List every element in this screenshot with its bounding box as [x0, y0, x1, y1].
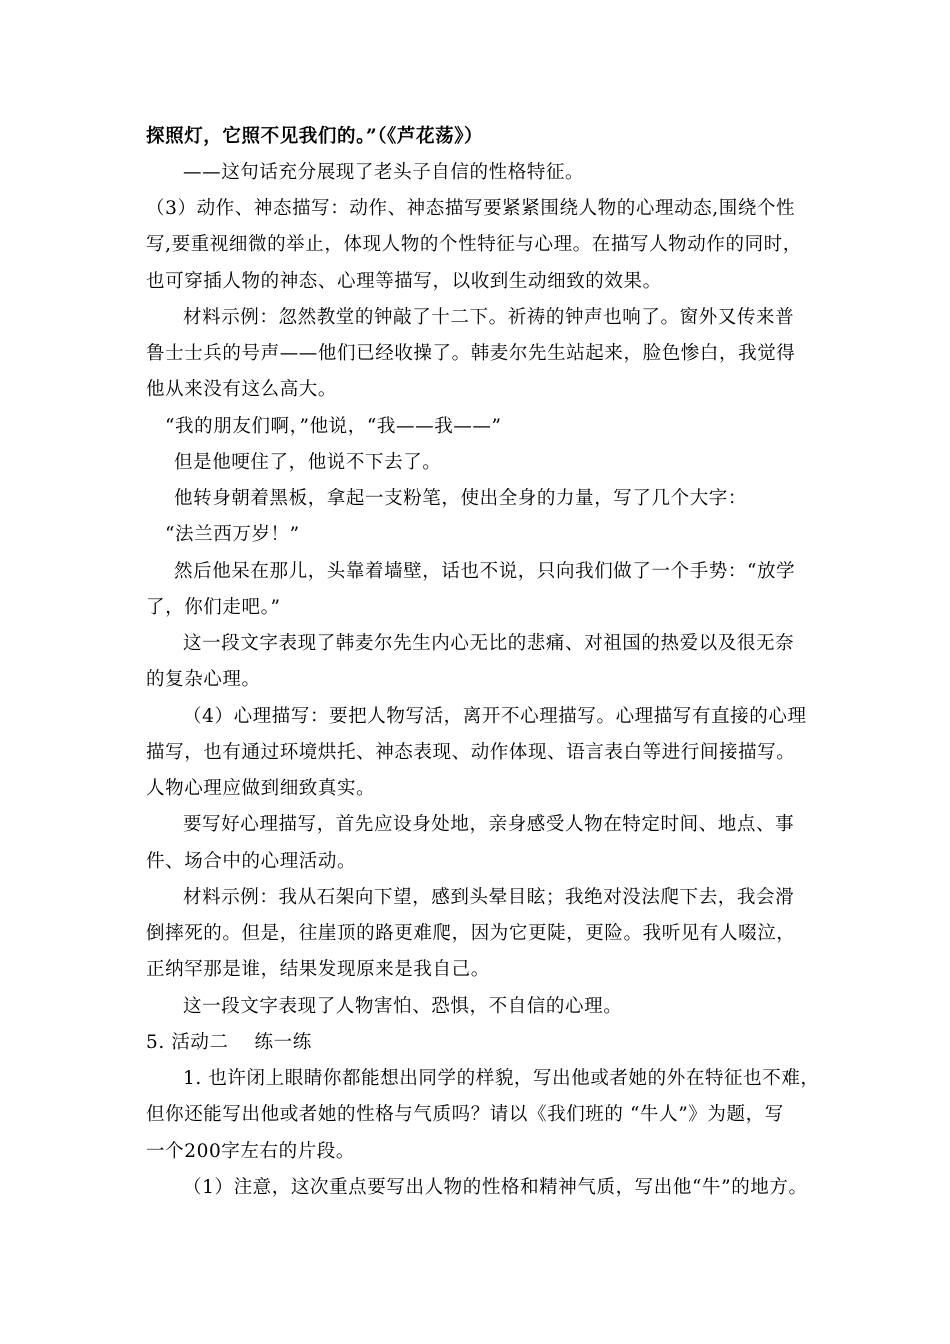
text-line: 这一段文字表现了韩麦尔先生内心无比的悲痛、对祖国的热爱以及很无奈	[183, 633, 795, 654]
text-line: （3）动作、神态描写：动作、神态描写要紧紧围绕人物的心理动态,围绕个性	[146, 198, 796, 219]
text-line: （1）注意，这次重点要写出人物的性格和精神气质，写出他“牛”的地方。	[183, 1177, 808, 1198]
text-line: 一个200字左右的片段。	[146, 1141, 356, 1162]
text-line: 他从来没有这么高大。	[146, 379, 338, 400]
text-line: 描写，也有通过环境烘托、神态表现、动作体现、语言表白等进行间接描写。	[146, 742, 796, 763]
text-line: “我的朋友们啊，”他说，“我——我——”	[165, 416, 502, 437]
text-line: 正纳罕那是谁，结果发现原来是我自己。	[146, 959, 490, 980]
text-line: 写,要重视细微的举止，体现人物的个性特征与心理。在描写人物动作的同时，	[146, 234, 802, 255]
text-line: 件、场合中的心理活动。	[146, 851, 357, 872]
text-line: 也可穿插人物的神态、心理等描写，以收到生动细致的效果。	[146, 271, 662, 292]
text-line: （4）心理描写：要把人物写活，离开不心理描写。心理描写有直接的心理	[183, 706, 807, 727]
text-line: ——这句话充分展现了老头子自信的性格特征。	[183, 162, 585, 183]
text-line: 这一段文字表现了人物害怕、恐惧，不自信的心理。	[183, 996, 623, 1017]
text-line: 探照灯，它照不见我们的。”（《芦花荡》）	[146, 126, 484, 147]
text-line: 的复杂心理。	[146, 669, 261, 690]
text-line: “法兰西万岁！”	[165, 524, 300, 545]
text-line: 鲁士士兵的号声——他们已经收操了。韩麦尔先生站起来，脸色惨白，我觉得	[146, 343, 796, 364]
text-line: 材料示例：我从石架向下望，感到头晕目眩；我绝对没法爬下去，我会滑	[183, 887, 795, 908]
text-line: 1. 也许闭上眼睛你都能想出同学的样貌，写出他或者她的外在特征也不难，	[183, 1068, 820, 1089]
text-line: 要写好心理描写，首先应设身处地，亲身感受人物在特定时间、地点、事	[183, 814, 795, 835]
section-heading: 5. 活动二 练一练	[146, 1032, 312, 1053]
text-line: 人物心理应做到细致真实。	[146, 778, 376, 799]
text-line: 然后他呆在那儿，头靠着墙壁，话也不说，只向我们做了一个手势：“放学	[174, 561, 796, 582]
text-line: 倒摔死的。但是，往崖顶的路更难爬，因为它更陡，更险。我听见有人啜泣，	[146, 923, 796, 944]
text-line: 但你还能写出他或者她的性格与气质吗？请以《我们班的 “牛人”》为题，写	[146, 1104, 784, 1125]
text-line: 了，你们走吧。”	[146, 597, 281, 618]
text-line: 但是他哽住了，他说不下去了。	[174, 452, 442, 473]
text-line: 他转身朝着黑板，拿起一支粉笔，使出全身的力量，写了几个大字：	[174, 488, 748, 509]
text-line: 材料示例：忽然教堂的钟敲了十二下。祈祷的钟声也响了。窗外又传来普	[183, 307, 795, 328]
